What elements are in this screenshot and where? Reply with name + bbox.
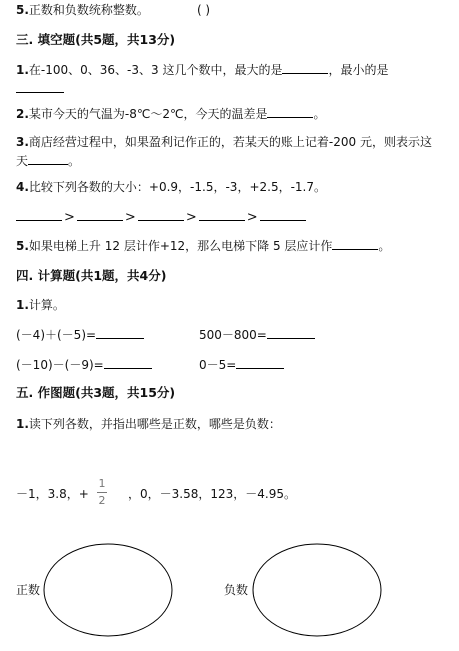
q-text: 计算。 — [28, 298, 65, 312]
fraction-numerator: 1 — [98, 477, 106, 490]
gt-sign: > — [124, 210, 136, 225]
q-text: 商店经营过程中，如果盈利记作正的，若某天的账上记着-200 元，则表示这 — [28, 135, 432, 149]
section-3-title: 三. 填空题(共5题，共13分) — [16, 32, 176, 47]
numbers-text: ，0，－3.58，123，－4.95。 — [128, 487, 296, 501]
q-text-end: 。 — [68, 154, 81, 168]
q-number: 5. — [16, 3, 29, 17]
q-text-mid: ，最小的是 — [328, 63, 389, 77]
q-number: 1. — [16, 63, 29, 77]
expression: 500－800= — [199, 328, 267, 342]
q-text: 比较下列各数的大小：+0.9，-1.5，-3，+2.5，-1.7。 — [28, 180, 326, 194]
negative-label: 负数 — [224, 583, 249, 597]
gt-sign: > — [246, 210, 258, 225]
q-text: 天 — [16, 154, 29, 168]
expression: (－10)－(－9)= — [16, 358, 104, 372]
q-number: 3. — [16, 135, 29, 149]
q-number: 1. — [16, 298, 29, 312]
q-number: 2. — [16, 107, 29, 121]
positive-label: 正数 — [16, 583, 41, 597]
gt-sign: > — [64, 210, 75, 225]
gt-sign: > — [185, 210, 197, 225]
negative-oval — [253, 544, 381, 636]
numbers-text: －1，3.8，+ — [16, 487, 89, 501]
q-number: 5. — [16, 239, 29, 253]
q-text: 正数和负数统称整数。 — [28, 3, 149, 17]
section-5-title: 五. 作图题(共3题，共15分) — [16, 385, 176, 400]
q-number: 4. — [16, 180, 29, 194]
q-text: 在-100、0、36、-3、3 这几个数中，最大的是 — [28, 63, 283, 77]
q-text-end: 。 — [313, 107, 326, 121]
expression: 0－5= — [199, 358, 237, 372]
section-4-title: 四. 计算题(共1题，共4分) — [16, 268, 167, 283]
positive-oval — [44, 544, 172, 636]
expression: (－4)＋(－5)= — [16, 328, 97, 342]
q-text: 读下列各数，并指出哪些是正数，哪些是负数： — [28, 417, 281, 431]
q-number: 1. — [16, 417, 29, 431]
answer-paren: ( ) — [196, 3, 211, 17]
fraction-denominator: 2 — [98, 494, 106, 507]
q-text: 某市今天的气温为-8℃～2℃，今天的温差是 — [28, 107, 268, 121]
q-text: 如果电梯上升 12 层计作+12，那么电梯下降 5 层应计作 — [28, 239, 333, 253]
q-text-end: 。 — [378, 239, 391, 253]
